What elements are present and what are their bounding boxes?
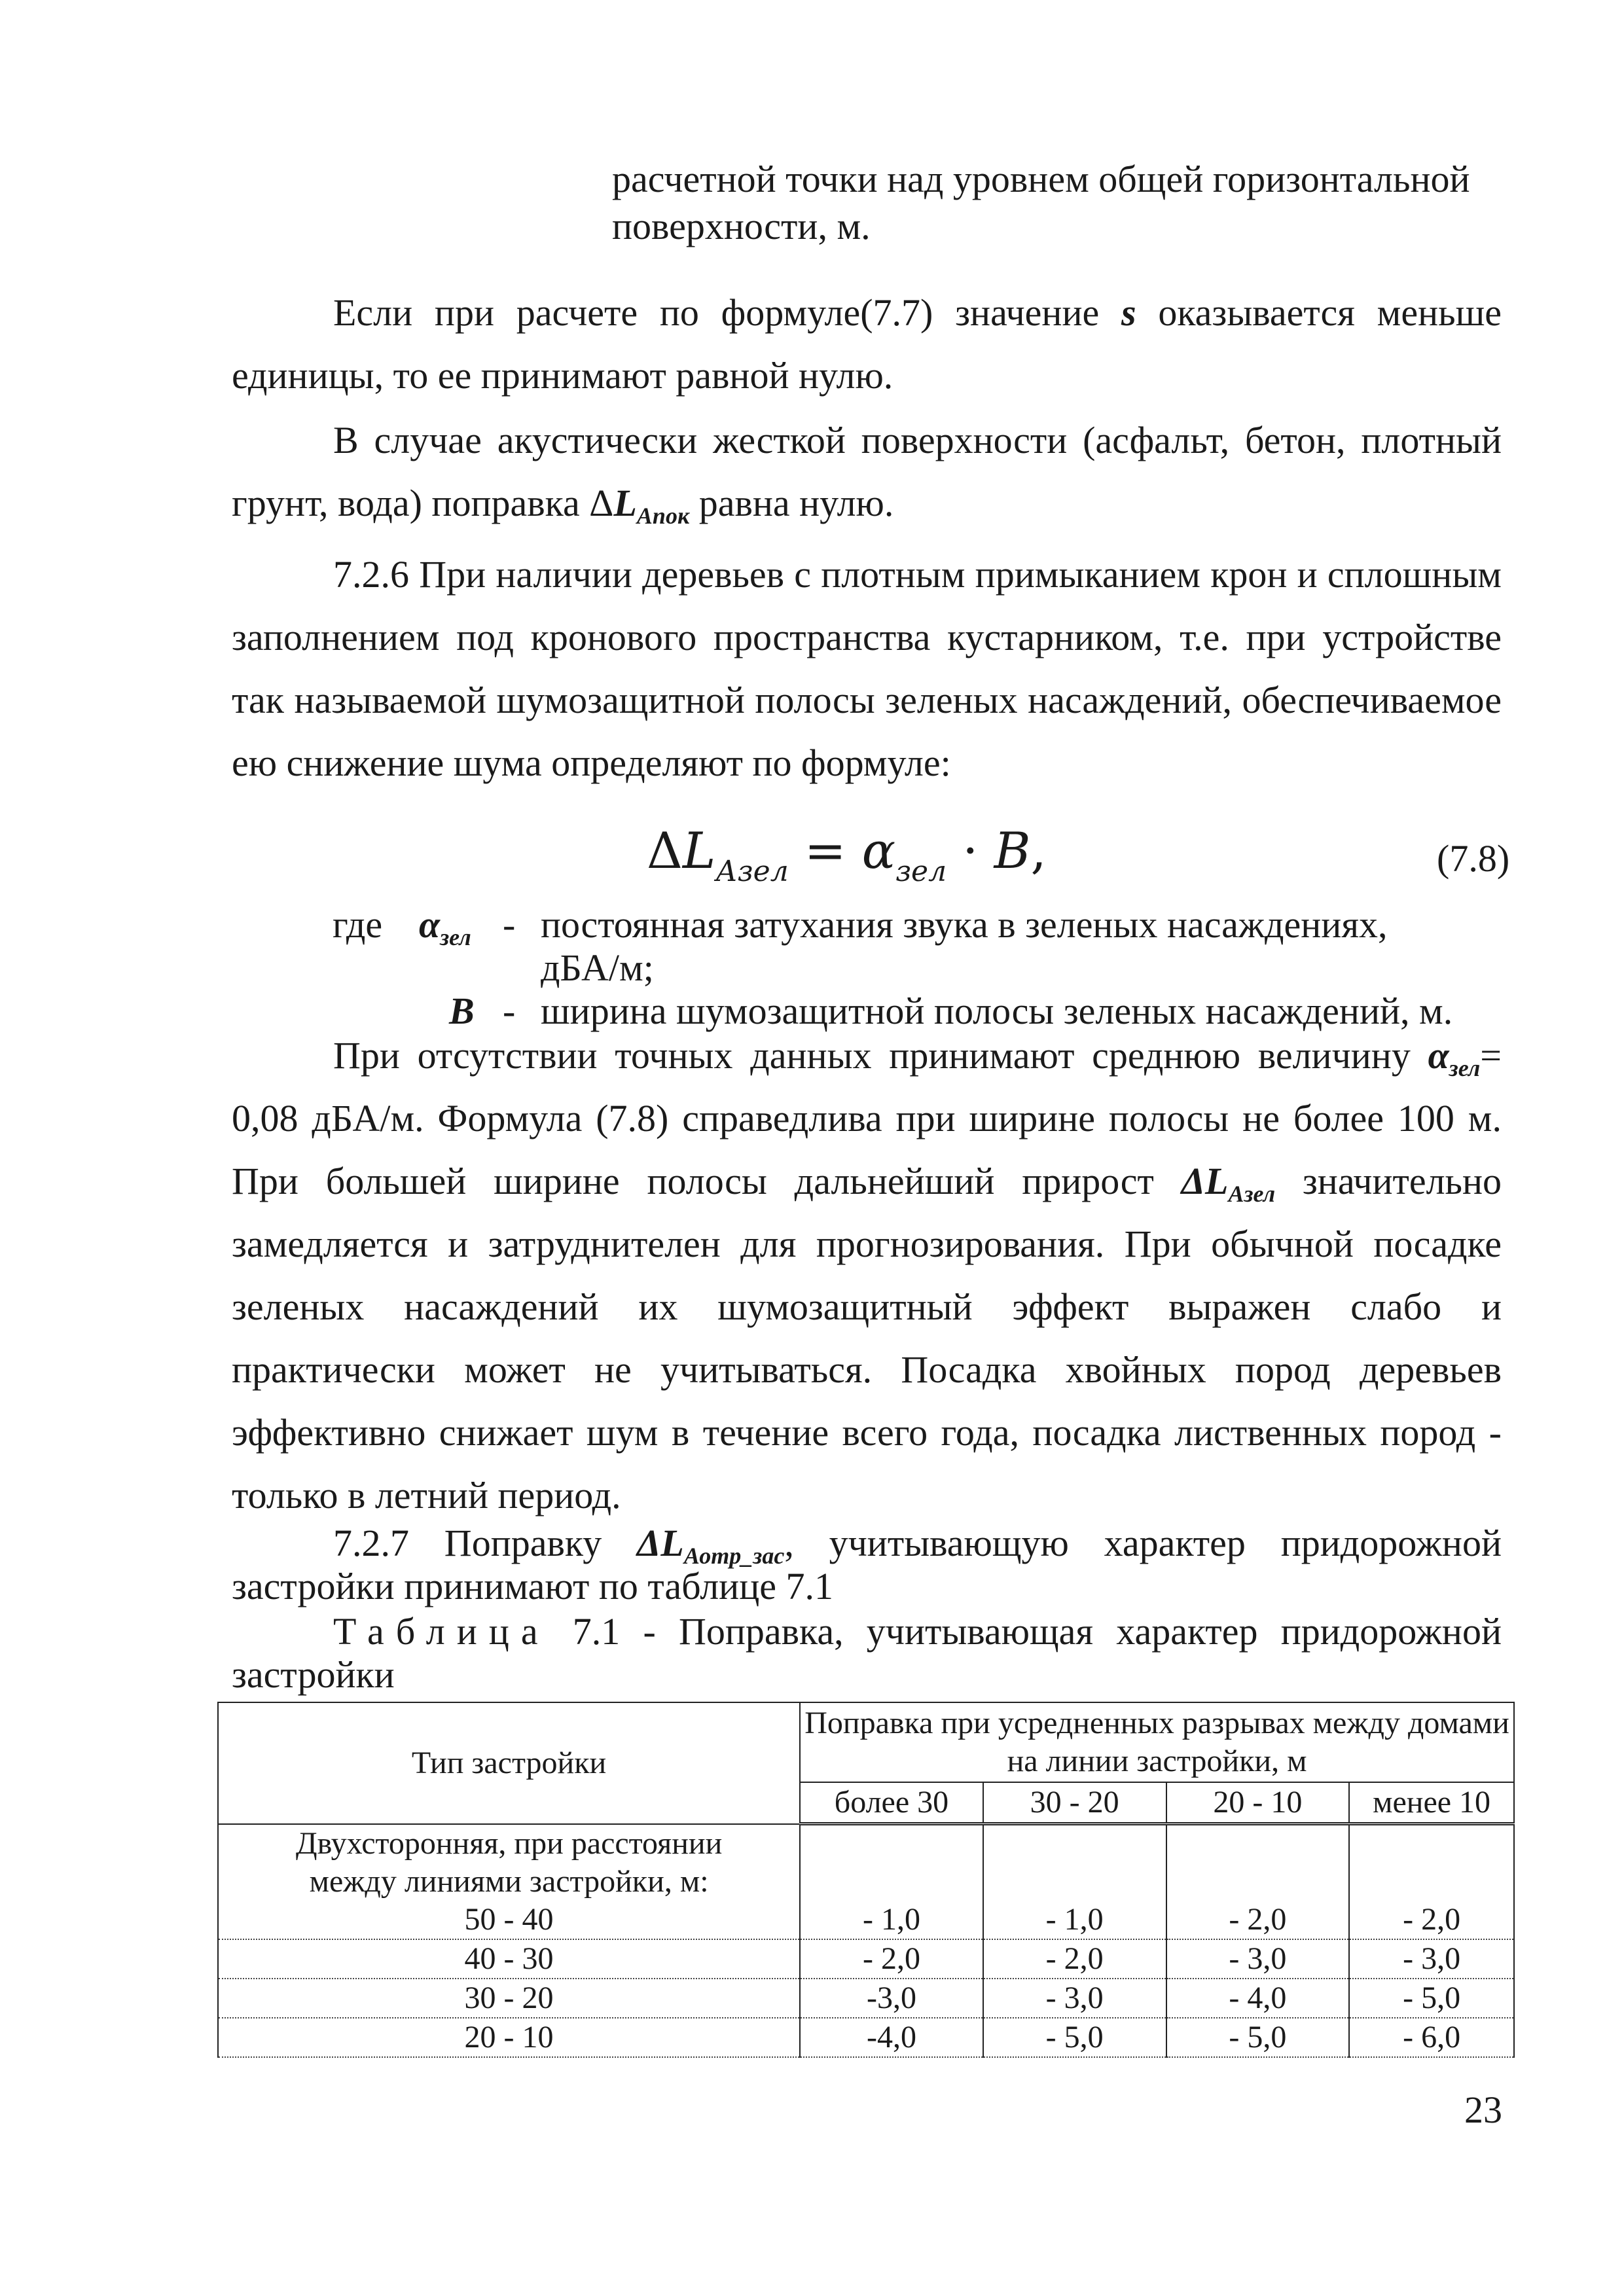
paragraph-hard-surface: В случае акустически жесткой поверхности (асфальт, бетон, плотный грунт, вода) поправка $\Delta L_{Апок}$ равна нулю. (232, 419, 1502, 529)
paragraph-7-2-7: 7.2.7 Поправку $\Delta L_{Аотр\_зас}$, учитывающую характер придорожной застройки принимают по таблице 7.1 (232, 1522, 1502, 1607)
header-building-type: Тип застройки (218, 1702, 800, 1824)
alpha-symbol: $\alpha_{зел}$ (419, 903, 471, 950)
table-caption: Таблица 7.1 - Поправка, учитывающая характер придорожной застройки (232, 1610, 1502, 1696)
table-cell: -4,0 (800, 2018, 983, 2057)
row-label: 40 - 30 (218, 1939, 800, 1979)
row-label: 30 - 20 (218, 1979, 800, 2018)
header-20-10: 20 - 10 (1166, 1782, 1350, 1824)
group-label-line-1: Двухсторонняя, при расстоянии (295, 1825, 723, 1861)
table-cell: - 5,0 (983, 2018, 1166, 2057)
where-dash-2: - (503, 990, 516, 1032)
table-cell: - 1,0 (800, 1824, 983, 1939)
correction-table (217, 1702, 1515, 2058)
table-cell: - 5,0 (1349, 1979, 1514, 2018)
paragraph-7-2-6: 7.2.6 При наличии деревьев с плотным примыканием крон и сплошным заполнением под кронового пространства кустарником, т.е. при устройстве так называемой шумозащитной полосы зеленых насаждений, обеспечиваемое ею снижение шума определяют по формуле: (232, 553, 1502, 784)
table-cell: - 2,0 (1349, 1824, 1514, 1939)
table-row (218, 2018, 1514, 2057)
paragraph-s-zero: Если при расчете по формуле(7.7) значение s оказывается меньше единицы, то ее принимают равной нулю. (232, 291, 1502, 397)
header-over-30: более 30 (800, 1782, 983, 1824)
header-under-10: менее 10 (1349, 1782, 1514, 1824)
table-row (218, 1939, 1514, 1979)
b-symbol: B (449, 990, 475, 1032)
alpha-definition-line-1: постоянная затухания звука в зеленых насаждениях, (541, 903, 1388, 946)
group-label-line-2: между линиями застройки, м: (309, 1863, 709, 1899)
table-cell: - 2,0 (1166, 1824, 1350, 1939)
b-definition: ширина шумозащитной полосы зеленых насаждений, м. (541, 990, 1453, 1032)
table-cell: - 3,0 (983, 1979, 1166, 2018)
table-cell: - 6,0 (1349, 2018, 1514, 2057)
row-label: 20 - 10 (218, 2018, 800, 2057)
paragraph-no-data: При отсутствии точных данных принимают среднюю величину $\alpha_{зел}= 0,08$ дБА/м. Формула (7.8) справедлива при ширине полосы не более 100 м. При большей ширине полосы дальнейший прирост $\Delta L_{Азел}$ значительно замедляется и затруднителен для прогнозирования. При обычной посадке зеленых насаждений их шумозащитный эффект выражен слабо и практически может не учитываться. Посадка хвойных пород деревьев эффективно снижает шум в течение всего года, посадка лиственных пород - только в летний период. (232, 1034, 1502, 1516)
where-dash-1: - (503, 903, 516, 946)
row-label-50-40: 50 - 40 (464, 1901, 554, 1937)
formula-number: (7.8) (1437, 837, 1510, 880)
header-correction-group: Поправка при усредненных разрывах между домами на линии застройки, м (800, 1702, 1514, 1782)
continued-line-2: поверхности, м. (612, 205, 871, 247)
where-label: где (333, 903, 383, 946)
table-row-label (218, 1824, 800, 1939)
page-number: 23 (1464, 2089, 1502, 2131)
table-cell: - 2,0 (983, 1939, 1166, 1979)
table-cell: - 4,0 (1166, 1979, 1350, 2018)
table-cell: - 3,0 (1166, 1939, 1350, 1979)
header-30-20: 30 - 20 (983, 1782, 1166, 1824)
alpha-definition-line-2: дБА/м; (541, 946, 654, 989)
table-cell: - 2,0 (800, 1939, 983, 1979)
table-cell: -3,0 (800, 1979, 983, 2018)
table-row (218, 1979, 1514, 2018)
table-cell: - 3,0 (1349, 1939, 1514, 1979)
table-cell: - 1,0 (983, 1824, 1166, 1939)
table-cell: - 5,0 (1166, 2018, 1350, 2057)
formula-7-8: $\Delta L_{Азел} = \alpha_{зел} \cdot B$, (647, 821, 1047, 888)
alpha-definition (541, 903, 1388, 990)
continued-line-1: расчетной точки над уровнем общей горизонтальной (612, 158, 1470, 200)
continued-definition (612, 156, 1502, 250)
